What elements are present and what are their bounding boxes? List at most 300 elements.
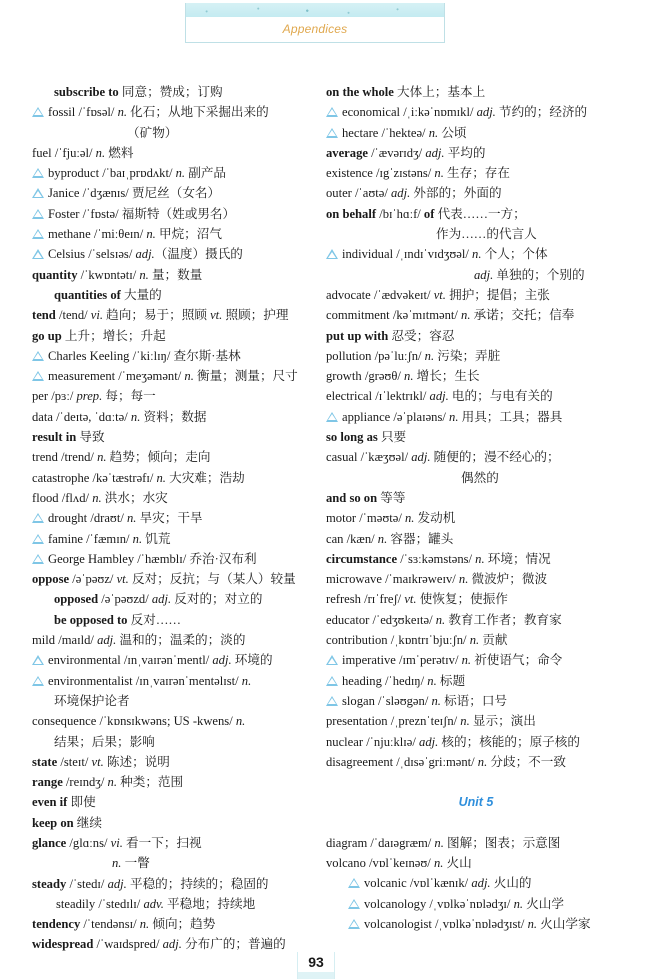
part-of-speech: n. bbox=[477, 754, 488, 769]
part-of-speech: adv. bbox=[143, 896, 164, 911]
phonetic: /ˈmaɪkrəweɪv/ bbox=[381, 572, 459, 587]
vocab-entry bbox=[326, 346, 626, 366]
vocab-entry bbox=[32, 569, 322, 589]
part-of-speech: n. bbox=[458, 572, 469, 587]
definition: 平稳的；持续的；稳固的 bbox=[126, 876, 269, 891]
vocab-entry bbox=[326, 732, 626, 752]
vocab-entry bbox=[326, 407, 626, 427]
part-of-speech: n. bbox=[435, 612, 446, 627]
part-of-speech: n. bbox=[235, 714, 246, 729]
triangle-icon bbox=[32, 534, 44, 544]
vocab-entry bbox=[32, 691, 322, 711]
vocab-entry bbox=[32, 82, 322, 102]
headword: drought bbox=[48, 511, 88, 526]
part-of-speech: n. bbox=[424, 348, 435, 363]
definition: 个人；个体 bbox=[481, 247, 548, 262]
headword: tend bbox=[32, 308, 56, 323]
definition: 燃料 bbox=[105, 145, 134, 160]
definition: 反对的；对立的 bbox=[171, 592, 263, 607]
vocab-entry bbox=[326, 123, 626, 143]
phonetic: /ˈaʊtə/ bbox=[351, 186, 391, 201]
phonetic: /ˈfɒsəl/ bbox=[75, 105, 118, 120]
headword: be opposed to bbox=[54, 612, 128, 627]
vocab-entry bbox=[32, 650, 322, 670]
part-of-speech: adj. bbox=[390, 186, 411, 201]
header-title: Appendices bbox=[282, 22, 348, 36]
vocab-entry bbox=[326, 752, 626, 772]
headword: quantities of bbox=[54, 287, 121, 302]
definition: （温度）摄氏的 bbox=[154, 247, 243, 262]
part-of-speech: vt. bbox=[91, 754, 104, 769]
vocab-entry bbox=[32, 874, 322, 894]
definition: 每；每一 bbox=[102, 389, 156, 404]
part-of-speech: vt. bbox=[433, 287, 446, 302]
definition: 查尔斯·基林 bbox=[173, 348, 241, 363]
phonetic: /ˌiːkəˈnɒmɪkl/ bbox=[400, 105, 477, 120]
part-of-speech: adj. bbox=[419, 734, 439, 749]
definition: 福斯特（姓或男名） bbox=[121, 206, 236, 221]
triangle-icon bbox=[326, 676, 338, 686]
definition: 污染；弄脏 bbox=[434, 348, 501, 363]
headword: so long as bbox=[326, 430, 378, 445]
headword: can bbox=[326, 531, 344, 546]
phonetic: /reɪndʒ/ bbox=[62, 775, 108, 790]
vocab-entry bbox=[32, 427, 322, 447]
definition: 饥荒 bbox=[142, 531, 171, 546]
headword: existence bbox=[326, 166, 373, 181]
definition: 照顾；护理 bbox=[222, 308, 289, 323]
headword: go up bbox=[32, 328, 62, 343]
spacer bbox=[326, 772, 626, 792]
headword: circumstance bbox=[326, 551, 398, 566]
definition: 看一下；扫视 bbox=[122, 835, 202, 850]
phonetic: /draʊt/ bbox=[87, 511, 127, 526]
phonetic: /ˈsɜːkəmstəns/ bbox=[397, 551, 476, 566]
definition: 旱灾；干旱 bbox=[136, 511, 203, 526]
definition: 洪水；水灾 bbox=[101, 490, 168, 505]
vocab-entry bbox=[326, 853, 626, 873]
phonetic: /rɪˈfreʃ/ bbox=[360, 592, 405, 607]
phonetic: /əˈpəʊz/ bbox=[69, 572, 117, 587]
phonetic: /ˈmiːθeɪn/ bbox=[90, 227, 147, 242]
phonetic: /ˈstedɪ/ bbox=[66, 876, 108, 891]
headword: individual bbox=[342, 247, 394, 262]
headword: steady bbox=[32, 876, 67, 891]
vocab-entry bbox=[32, 732, 322, 752]
phonetic: /ˈhekteə/ bbox=[378, 125, 429, 140]
part-of-speech: adj. bbox=[429, 389, 449, 404]
definition: 代表……一方； bbox=[434, 206, 526, 221]
headword: flood bbox=[32, 490, 59, 505]
phonetic: /ˈædvəkeɪt/ bbox=[370, 287, 434, 302]
page-number-band bbox=[298, 972, 334, 979]
phonetic: /ˌɪndɪˈvɪdʒʊəl/ bbox=[393, 247, 473, 262]
vocab-entry bbox=[326, 143, 626, 163]
triangle-icon bbox=[32, 655, 44, 665]
vocab-entry bbox=[326, 569, 626, 589]
definition: 图解；图表；示意图 bbox=[443, 835, 561, 850]
headword: on behalf bbox=[326, 206, 377, 221]
phonetic: /pɜː/ bbox=[48, 389, 77, 404]
phonetic: /ˈsləʊgən/ bbox=[374, 693, 432, 708]
vocab-entry bbox=[32, 589, 322, 609]
part-of-speech: n. bbox=[404, 511, 415, 526]
headword: environmental bbox=[48, 653, 121, 668]
headword: volcanic bbox=[364, 876, 407, 891]
definition: 节约的；经济的 bbox=[495, 105, 588, 120]
vocab-entry bbox=[32, 610, 322, 630]
headword: widespread bbox=[32, 937, 94, 952]
part-of-speech: adj. bbox=[107, 876, 127, 891]
part-of-speech: n. bbox=[469, 633, 480, 648]
headword: nuclear bbox=[326, 734, 364, 749]
vocab-entry bbox=[32, 529, 322, 549]
part-of-speech: n. bbox=[146, 227, 156, 242]
phonetic: /kəˈtæstrəfɪ/ bbox=[89, 470, 157, 485]
definition: 标题 bbox=[436, 673, 466, 688]
headword: and so on bbox=[326, 490, 378, 505]
definition: 化石；从地下采掘出来的 bbox=[127, 105, 269, 120]
triangle-icon bbox=[32, 209, 44, 219]
triangle-icon bbox=[326, 107, 338, 117]
headword: consequence bbox=[32, 714, 97, 729]
part-of-speech: n. bbox=[434, 835, 444, 850]
definition: 副产品 bbox=[185, 166, 227, 181]
definition: 容器；罐头 bbox=[387, 531, 454, 546]
definition: 大体上；基本上 bbox=[393, 85, 486, 99]
definition: 大量的 bbox=[120, 287, 162, 302]
phonetic: /ɪˈlektrɪkl/ bbox=[372, 389, 430, 404]
headword: imperative bbox=[342, 653, 396, 668]
definition: 祈使语气；命令 bbox=[471, 653, 563, 668]
phonetic: /ˈkæʒʊəl/ bbox=[357, 450, 412, 465]
definition: 用具；工具；器具 bbox=[458, 409, 563, 424]
vocab-entry bbox=[32, 630, 322, 650]
headword: volcanologist bbox=[364, 916, 432, 931]
definition: 公顷 bbox=[438, 125, 467, 140]
phonetic: /ˈməʊtə/ bbox=[356, 511, 405, 526]
part-of-speech: n. bbox=[475, 551, 485, 566]
headword: electrical bbox=[326, 389, 373, 404]
phonetic: /ˈhæmblɪ/ bbox=[134, 551, 190, 566]
headword: Charles Keeling bbox=[48, 348, 130, 363]
phonetic: /əˈplaɪəns/ bbox=[390, 409, 450, 424]
vocab-entry bbox=[326, 914, 626, 934]
definition: 同意；赞成；订购 bbox=[118, 85, 223, 99]
vocab-entry bbox=[32, 468, 322, 488]
definition: 忍受；容忍 bbox=[388, 328, 455, 343]
headword: diagram bbox=[326, 835, 368, 850]
vocab-entry bbox=[32, 671, 322, 691]
definition: 微波炉；微波 bbox=[468, 572, 548, 587]
headword: presentation bbox=[326, 714, 388, 729]
triangle-icon bbox=[32, 371, 44, 381]
phonetic: /ˈhedɪŋ/ bbox=[381, 673, 428, 688]
definition: 偶然的 bbox=[461, 470, 499, 485]
headword: range bbox=[32, 775, 63, 790]
definition: 衡量；测量；尺寸 bbox=[193, 369, 298, 384]
part-of-speech: adj. bbox=[135, 247, 155, 262]
definition: 电的；与电有关的 bbox=[448, 389, 553, 404]
part-of-speech: n. bbox=[184, 369, 194, 384]
definition: 环境保护论者 bbox=[54, 693, 130, 708]
part-of-speech: prep. bbox=[76, 389, 103, 404]
part-of-speech: n. bbox=[97, 450, 107, 465]
phonetic: /ˌvɒlkəˈnɒlədʒɪst/ bbox=[431, 916, 528, 931]
headword: educator bbox=[326, 612, 370, 627]
vocab-entry bbox=[326, 589, 626, 609]
vocab-entry bbox=[326, 224, 626, 244]
vocab-entry bbox=[32, 772, 322, 792]
phonetic: /ɪnˌvaɪrənˈmentəlɪst/ bbox=[132, 673, 242, 688]
phonetic: /ˈselsɪəs/ bbox=[85, 247, 136, 262]
part-of-speech: n. bbox=[433, 855, 444, 870]
headword: contribution bbox=[326, 633, 388, 648]
headword: mild bbox=[32, 633, 56, 648]
part-of-speech: n. bbox=[139, 917, 150, 932]
headword: volcanology bbox=[364, 896, 427, 911]
definition: 单独的；个别的 bbox=[493, 267, 585, 282]
vocab-entry bbox=[326, 508, 626, 528]
left-column bbox=[32, 82, 322, 955]
triangle-icon bbox=[32, 554, 44, 564]
headword: pollution bbox=[326, 348, 372, 363]
phonetic: /ˈedʒʊkeɪtə/ bbox=[369, 612, 436, 627]
vocab-entry bbox=[32, 508, 322, 528]
headword: casual bbox=[326, 450, 358, 465]
definition: 大灾难；浩劫 bbox=[165, 470, 245, 485]
definition: 乔治·汉布利 bbox=[189, 551, 257, 566]
phonetic: /ˈdaɪəgræm/ bbox=[367, 835, 435, 850]
phonetic: /trend/ bbox=[57, 450, 98, 465]
phonetic: /glɑːns/ bbox=[66, 835, 111, 850]
vocab-entry bbox=[326, 671, 626, 691]
part-of-speech: n. bbox=[449, 409, 459, 424]
definition: 反对；反抗；与（某人）较量 bbox=[128, 572, 296, 587]
definition: 分布广的；普遍的 bbox=[181, 937, 286, 952]
vocab-entry bbox=[326, 691, 626, 711]
phonetic: /ˈfɒstə/ bbox=[79, 206, 122, 221]
phonetic: /vɒlˈkeɪnəʊ/ bbox=[365, 855, 434, 870]
definition: 显示；演出 bbox=[469, 714, 536, 729]
phonetic: /ˈkiːlɪŋ/ bbox=[129, 348, 174, 363]
phonetic: /vɒlˈkænɪk/ bbox=[406, 876, 472, 891]
vocab-entry bbox=[326, 82, 626, 102]
page-header bbox=[185, 3, 445, 43]
triangle-icon bbox=[326, 249, 338, 259]
page-number: 93 bbox=[298, 952, 334, 972]
headword: refresh bbox=[326, 592, 361, 607]
vocab-entry bbox=[32, 143, 322, 163]
definition: 贾尼丝（女名） bbox=[131, 186, 221, 201]
headword: opposed bbox=[54, 592, 99, 607]
definition: 只要 bbox=[377, 430, 407, 445]
headword: hectare bbox=[342, 125, 379, 140]
headword: disagreement bbox=[326, 754, 394, 769]
phonetic: /bɪˈhɑːf/ bbox=[376, 206, 424, 221]
phonetic: /pəˈluːʃn/ bbox=[371, 348, 425, 363]
vocab-entry bbox=[326, 488, 626, 508]
triangle-icon bbox=[32, 513, 44, 523]
headword: fuel bbox=[32, 145, 52, 160]
part-of-speech: adj. bbox=[151, 592, 172, 607]
headword: commitment bbox=[326, 308, 390, 323]
vocab-entry bbox=[32, 549, 322, 569]
definition: 随便的；漫不经心的； bbox=[430, 450, 560, 465]
vocab-entry bbox=[326, 894, 626, 914]
part-of-speech: n. bbox=[92, 490, 102, 505]
vocab-entry bbox=[32, 224, 322, 244]
part-of-speech: adj. bbox=[474, 267, 494, 282]
triangle-icon bbox=[326, 412, 338, 422]
headword: glance bbox=[32, 835, 67, 850]
vocab-entry bbox=[32, 183, 322, 203]
phonetic: /ˈævərɪdʒ/ bbox=[367, 145, 426, 160]
vocab-entry bbox=[326, 833, 626, 853]
part-of-speech: n. bbox=[107, 775, 117, 790]
part-of-speech: n. bbox=[431, 693, 441, 708]
definition: 火山 bbox=[443, 855, 472, 870]
definition: 倾向；趋势 bbox=[149, 917, 216, 932]
triangle-icon bbox=[32, 107, 44, 117]
vocab-entry bbox=[326, 326, 626, 346]
definition: 外部的；外面的 bbox=[410, 186, 502, 201]
headword: fossil bbox=[48, 105, 76, 120]
vocab-entry bbox=[326, 183, 626, 203]
phonetic: /steɪt/ bbox=[57, 754, 92, 769]
vocab-entry bbox=[32, 813, 322, 833]
vocab-entry bbox=[32, 934, 322, 954]
headword: methane bbox=[48, 227, 91, 242]
phonetic: /flʌd/ bbox=[58, 490, 93, 505]
vocab-entry bbox=[32, 792, 322, 812]
headword: economical bbox=[342, 105, 401, 120]
vocab-entry bbox=[32, 346, 322, 366]
headword: George Hambley bbox=[48, 551, 135, 566]
phonetic: /ˈdeɪtə, ˈdɑːtə/ bbox=[52, 409, 131, 424]
vocab-entry bbox=[32, 711, 322, 731]
vocab-entry bbox=[326, 650, 626, 670]
definition: 发动机 bbox=[414, 511, 456, 526]
definition: 火山学 bbox=[523, 896, 564, 911]
phonetic: /ˈdʒænɪs/ bbox=[79, 186, 132, 201]
vocab-entry bbox=[32, 102, 322, 122]
vocab-entry bbox=[326, 427, 626, 447]
definition: 平均的 bbox=[444, 145, 486, 160]
vocab-entry bbox=[32, 123, 322, 143]
phonetic: /ˌpreznˈteɪʃn/ bbox=[387, 714, 461, 729]
headword: subscribe to bbox=[54, 85, 119, 99]
vocab-entry bbox=[32, 265, 322, 285]
part-of-speech: n. bbox=[117, 105, 128, 120]
definition: 温和的；温柔的；淡的 bbox=[116, 633, 246, 648]
phonetic: /ˈbaɪˌprɒdʌkt/ bbox=[99, 166, 176, 181]
part-of-speech: n. bbox=[241, 673, 252, 688]
part-of-speech: n. bbox=[156, 470, 166, 485]
headword: slogan bbox=[342, 693, 375, 708]
triangle-icon bbox=[326, 655, 338, 665]
definition: 贡献 bbox=[479, 633, 508, 648]
vocab-entry bbox=[326, 711, 626, 731]
vocab-entry bbox=[32, 407, 322, 427]
triangle-icon bbox=[32, 351, 44, 361]
part-of-speech: adj. bbox=[162, 937, 182, 952]
vocab-entry bbox=[326, 468, 626, 488]
phonetic: /ɪgˈzɪstəns/ bbox=[372, 166, 435, 181]
phonetic: /ˌvɒlkəˈnɒlədʒɪ/ bbox=[426, 896, 514, 911]
headword: Celsius bbox=[48, 247, 86, 262]
definition: 一瞥 bbox=[121, 856, 150, 871]
part-of-speech: n. bbox=[130, 409, 141, 424]
vocab-entry bbox=[32, 833, 322, 853]
header-decorative-band bbox=[186, 3, 444, 17]
vocab-entry bbox=[32, 894, 322, 914]
headword: motor bbox=[326, 511, 357, 526]
definition: 环境；情况 bbox=[484, 551, 551, 566]
page-number-box bbox=[297, 952, 335, 979]
part-of-speech: n. bbox=[427, 673, 437, 688]
definition: 即使 bbox=[67, 795, 96, 810]
part-of-speech: n. bbox=[461, 308, 471, 323]
headword: on the whole bbox=[326, 85, 394, 99]
headword: put up with bbox=[326, 328, 389, 343]
headword: environmentalist bbox=[48, 673, 133, 688]
vocab-entry bbox=[32, 366, 322, 386]
part-of-speech: n. bbox=[404, 369, 414, 384]
definition: 分歧；不一致 bbox=[487, 754, 566, 769]
part-of-speech: adj. bbox=[212, 653, 232, 668]
headword: tendency bbox=[32, 917, 81, 932]
part-of-speech: adj. bbox=[425, 145, 445, 160]
headword: appliance bbox=[342, 409, 391, 424]
vocab-entry bbox=[326, 529, 626, 549]
part-of-speech: adj. bbox=[411, 450, 431, 465]
definition: 环境的 bbox=[231, 653, 273, 668]
headword: advocate bbox=[326, 287, 371, 302]
definition: 火山的 bbox=[490, 876, 532, 891]
definition: 趋势；倾向；走向 bbox=[106, 450, 211, 465]
phonetic: /ɪmˈperətɪv/ bbox=[395, 653, 462, 668]
vocab-entry bbox=[32, 163, 322, 183]
headword: keep on bbox=[32, 815, 74, 830]
triangle-icon bbox=[326, 696, 338, 706]
headword: oppose bbox=[32, 572, 70, 587]
vocab-entry bbox=[32, 447, 322, 467]
headword-suffix: of bbox=[423, 206, 435, 221]
part-of-speech: vt. bbox=[210, 308, 223, 323]
vocab-entry bbox=[326, 305, 626, 325]
definition: 种类；范围 bbox=[117, 775, 184, 790]
headword: Foster bbox=[48, 206, 80, 221]
part-of-speech: n. bbox=[112, 856, 122, 871]
vocab-entry bbox=[326, 447, 626, 467]
definition: 资料；数据 bbox=[140, 409, 207, 424]
part-of-speech: vt. bbox=[116, 572, 129, 587]
phonetic: /tend/ bbox=[55, 308, 91, 323]
part-of-speech: vt. bbox=[404, 592, 417, 607]
definition: 核的；核能的；原子核的 bbox=[438, 734, 580, 749]
phonetic: /grəʊθ/ bbox=[361, 369, 405, 384]
part-of-speech: n. bbox=[434, 166, 444, 181]
triangle-icon bbox=[326, 128, 338, 138]
phonetic: /maɪld/ bbox=[55, 633, 98, 648]
triangle-icon bbox=[348, 878, 360, 888]
definition: 火山学家 bbox=[537, 916, 591, 931]
part-of-speech: adj. bbox=[471, 876, 491, 891]
definition: 标语；口号 bbox=[440, 693, 508, 708]
headword: microwave bbox=[326, 572, 382, 587]
vocab-entry bbox=[326, 630, 626, 650]
